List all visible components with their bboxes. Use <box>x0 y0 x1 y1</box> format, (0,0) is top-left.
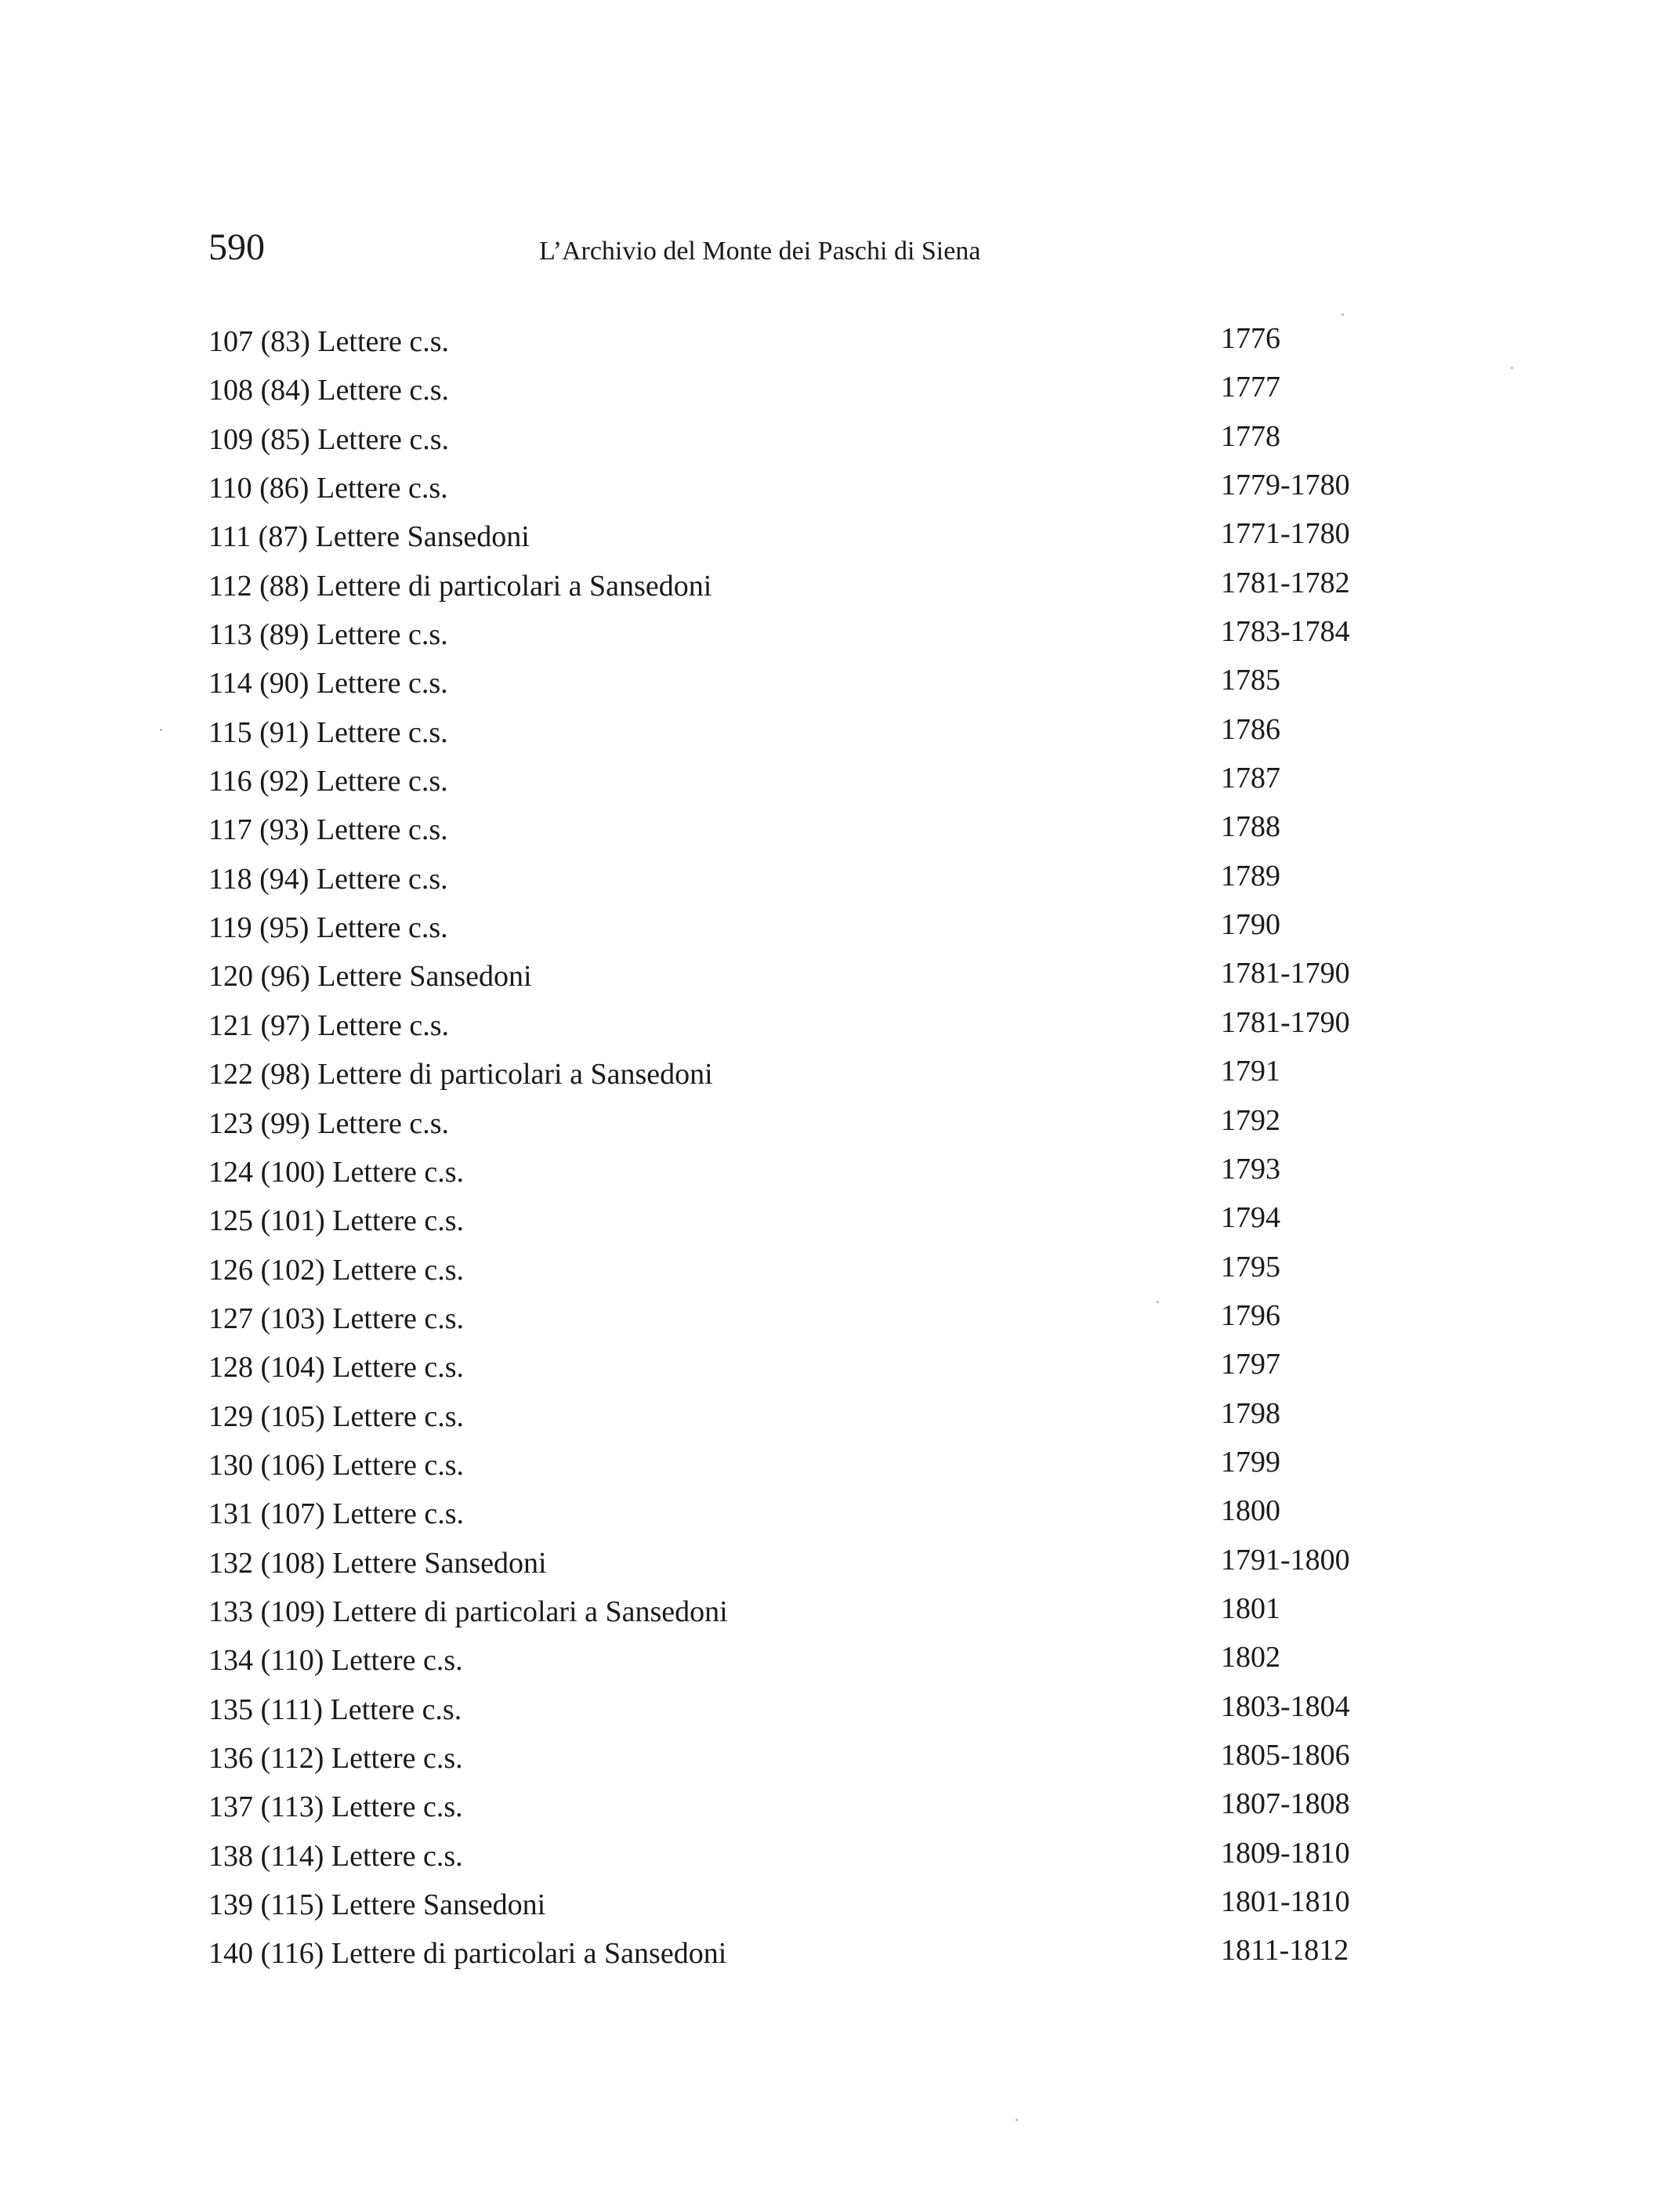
entry-description: 131 (107) Lettere c.s. <box>208 1497 465 1531</box>
list-item <box>208 1734 1399 1783</box>
entry-description: 114 (90) Lettere c.s. <box>208 667 448 701</box>
entry-description: 128 (104) Lettere c.s. <box>208 1351 465 1385</box>
list-item <box>208 1636 1399 1685</box>
entry-date: 1805-1806 <box>1221 1738 1350 1772</box>
entry-date: 1785 <box>1221 664 1280 697</box>
scan-speck <box>1016 2119 1018 2121</box>
entry-description: 126 (102) Lettere c.s. <box>208 1253 465 1287</box>
page-number: 590 <box>208 226 265 268</box>
list-item <box>208 1881 1399 1929</box>
list-item <box>208 610 1399 659</box>
entry-date: 1783-1784 <box>1221 615 1350 649</box>
entry-date: 1788 <box>1221 810 1280 844</box>
entry-description: 136 (112) Lettere c.s. <box>208 1741 463 1775</box>
entry-description: 111 (87) Lettere Sansedoni <box>208 520 530 554</box>
entry-date: 1801-1810 <box>1221 1885 1350 1918</box>
entry-date: 1776 <box>1221 322 1280 355</box>
entry-date: 1777 <box>1221 371 1280 404</box>
entry-date: 1793 <box>1221 1152 1280 1186</box>
entry-date: 1796 <box>1221 1298 1280 1332</box>
entry-description: 133 (109) Lettere di particolari a Sansedoni <box>208 1595 728 1628</box>
entry-description: 110 (86) Lettere c.s. <box>208 472 448 505</box>
entry-description: 134 (110) Lettere c.s. <box>208 1644 463 1678</box>
scan-speck <box>160 729 162 731</box>
list-item <box>208 1539 1399 1588</box>
entry-date: 1781-1782 <box>1221 566 1350 599</box>
list-item <box>208 855 1399 903</box>
list-item <box>208 903 1399 952</box>
entry-description: 137 (113) Lettere c.s. <box>208 1790 463 1824</box>
entry-description: 108 (84) Lettere c.s. <box>208 374 450 407</box>
entry-description: 109 (85) Lettere c.s. <box>208 422 450 456</box>
list-item <box>208 659 1399 708</box>
entry-description: 135 (111) Lettere c.s. <box>208 1693 462 1726</box>
list-item <box>208 1099 1399 1148</box>
entry-description: 118 (94) Lettere c.s. <box>208 862 448 896</box>
entry-description: 122 (98) Lettere di particolari a Sansedoni <box>208 1058 713 1092</box>
list-item <box>208 1050 1399 1099</box>
entry-description: 129 (105) Lettere c.s. <box>208 1399 465 1433</box>
entry-date: 1787 <box>1221 762 1280 795</box>
entry-description: 121 (97) Lettere c.s. <box>208 1008 450 1042</box>
list-item <box>208 317 1399 366</box>
running-title: L’Archivio del Monte dei Paschi di Siena <box>539 237 981 266</box>
list-item <box>208 1490 1399 1538</box>
entry-date: 1779-1780 <box>1221 469 1350 502</box>
list-item <box>208 952 1399 1001</box>
entry-date: 1809-1810 <box>1221 1836 1350 1870</box>
entry-date: 1781-1790 <box>1221 957 1350 990</box>
entry-date: 1798 <box>1221 1396 1280 1430</box>
entry-date: 1811-1812 <box>1221 1934 1349 1968</box>
list-item <box>208 1588 1399 1636</box>
entry-date: 1789 <box>1221 859 1280 892</box>
entry-description: 140 (116) Lettere di particolari a Sansedoni <box>208 1937 727 1971</box>
entry-date: 1803-1804 <box>1221 1689 1350 1723</box>
entry-description: 119 (95) Lettere c.s. <box>208 911 448 945</box>
list-item <box>208 562 1399 610</box>
entry-description: 138 (114) Lettere c.s. <box>208 1839 463 1873</box>
entry-date: 1807-1808 <box>1221 1787 1350 1821</box>
entry-date: 1790 <box>1221 908 1280 942</box>
entry-date: 1781-1790 <box>1221 1005 1350 1039</box>
entry-description: 130 (106) Lettere c.s. <box>208 1448 465 1482</box>
list-item <box>208 1832 1399 1881</box>
entry-description: 124 (100) Lettere c.s. <box>208 1155 465 1189</box>
list-item <box>208 1148 1399 1197</box>
entry-date: 1800 <box>1221 1494 1280 1528</box>
entry-date: 1792 <box>1221 1103 1280 1137</box>
list-item <box>208 708 1399 757</box>
entry-description: 132 (108) Lettere Sansedoni <box>208 1546 547 1580</box>
entry-date: 1802 <box>1221 1641 1280 1674</box>
entry-date: 1791-1800 <box>1221 1543 1350 1577</box>
list-item <box>208 1783 1399 1831</box>
entry-description: 125 (101) Lettere c.s. <box>208 1204 465 1238</box>
entry-date: 1778 <box>1221 419 1280 453</box>
scan-speck <box>1341 313 1344 316</box>
entry-date: 1791 <box>1221 1055 1280 1088</box>
entry-date: 1801 <box>1221 1591 1280 1625</box>
list-item <box>208 757 1399 806</box>
entry-description: 112 (88) Lettere di particolari a Sansedoni <box>208 569 712 603</box>
list-item <box>208 1685 1399 1734</box>
scan-speck <box>1157 1301 1159 1303</box>
list-item <box>208 1343 1399 1392</box>
list-item <box>208 1197 1399 1245</box>
list-item <box>208 366 1399 415</box>
list-item <box>208 415 1399 464</box>
list-item <box>208 1294 1399 1343</box>
list-item <box>208 1929 1399 1978</box>
entry-description: 116 (92) Lettere c.s. <box>208 765 448 798</box>
entry-description: 139 (115) Lettere Sansedoni <box>208 1888 546 1921</box>
list-item <box>208 806 1399 854</box>
entry-description: 123 (99) Lettere c.s. <box>208 1106 450 1140</box>
entry-date: 1786 <box>1221 712 1280 746</box>
entry-description: 117 (93) Lettere c.s. <box>208 813 448 847</box>
entry-date: 1795 <box>1221 1250 1280 1283</box>
entry-description: 120 (96) Lettere Sansedoni <box>208 960 532 994</box>
entry-date: 1799 <box>1221 1445 1280 1479</box>
inventory-list <box>208 317 1399 1979</box>
entry-description: 113 (89) Lettere c.s. <box>208 618 448 652</box>
list-item <box>208 464 1399 512</box>
list-item <box>208 1392 1399 1441</box>
entry-description: 107 (83) Lettere c.s. <box>208 325 450 358</box>
list-item <box>208 1001 1399 1050</box>
list-item <box>208 1441 1399 1490</box>
entry-date: 1797 <box>1221 1348 1280 1381</box>
entry-description: 127 (103) Lettere c.s. <box>208 1302 465 1335</box>
entry-date: 1794 <box>1221 1201 1280 1235</box>
entry-description: 115 (91) Lettere c.s. <box>208 715 448 749</box>
list-item <box>208 512 1399 561</box>
entry-date: 1771-1780 <box>1221 517 1350 551</box>
scan-speck <box>1511 367 1513 369</box>
list-item <box>208 1246 1399 1294</box>
